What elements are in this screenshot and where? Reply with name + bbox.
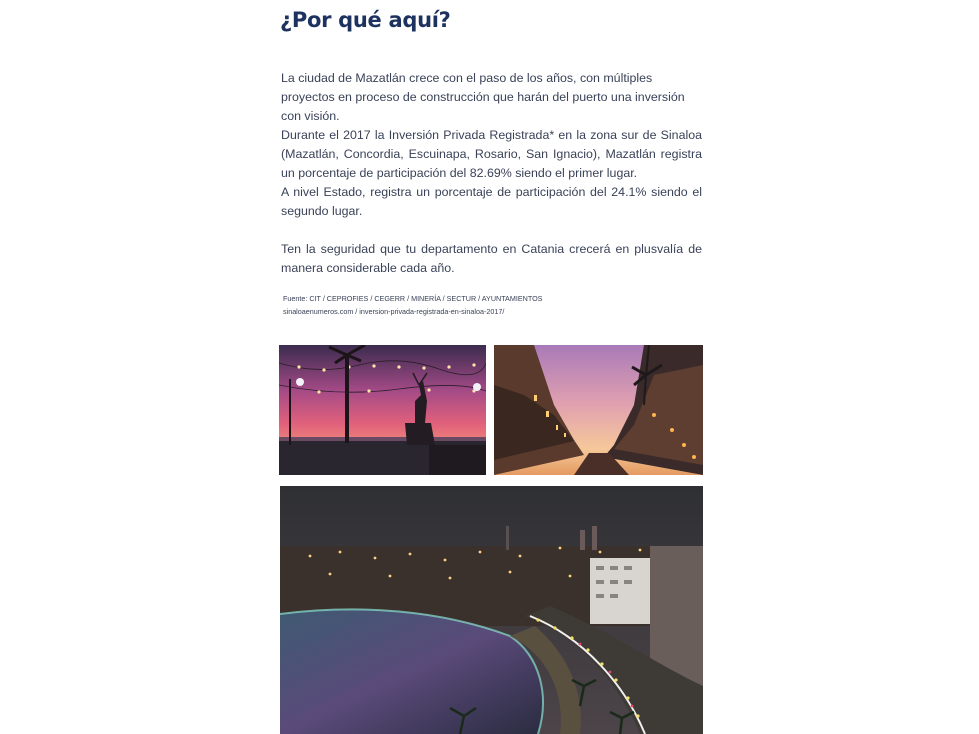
paragraph-catania: Ten la seguridad que tu departamento en Catania crecerá en plusvalía de manera considerable cada año. xyxy=(281,242,702,275)
source-citation xyxy=(283,292,542,318)
paragraph-growth: La ciudad de Mazatlán crece con el paso de los años, con múltiples proyectos en proceso de construcción que harán del puerto una inversión con visión. xyxy=(281,71,685,123)
photo-malecon-sunset xyxy=(279,345,486,475)
paragraph-state-level: A nivel Estado, registra un porcentaje de participación del 24.1% siendo el segundo lugar. xyxy=(281,185,702,218)
source-line-agencies: Fuente: CIT / CEPROFIES / CEGERR / MINERÍA / SECTUR / AYUNTAMIENTOS xyxy=(283,294,543,303)
page-title: ¿Por qué aquí? xyxy=(280,8,451,32)
source-line-url: sinaloaenumeros.com / inversion-privada-registrada-en-sinaloa-2017/ xyxy=(283,307,505,316)
photo-historic-street xyxy=(494,345,703,475)
photo-mazatlan-night-aerial xyxy=(280,486,703,734)
paragraph-investment-2017: Durante el 2017 la Inversión Privada Registrada* en la zona sur de Sinaloa (Mazatlán, Concordia, Escuinapa, Rosario, San Ignacio), Mazatlán registra un porcentaje de participación del 82.69% siendo el primer lugar. xyxy=(281,128,702,180)
